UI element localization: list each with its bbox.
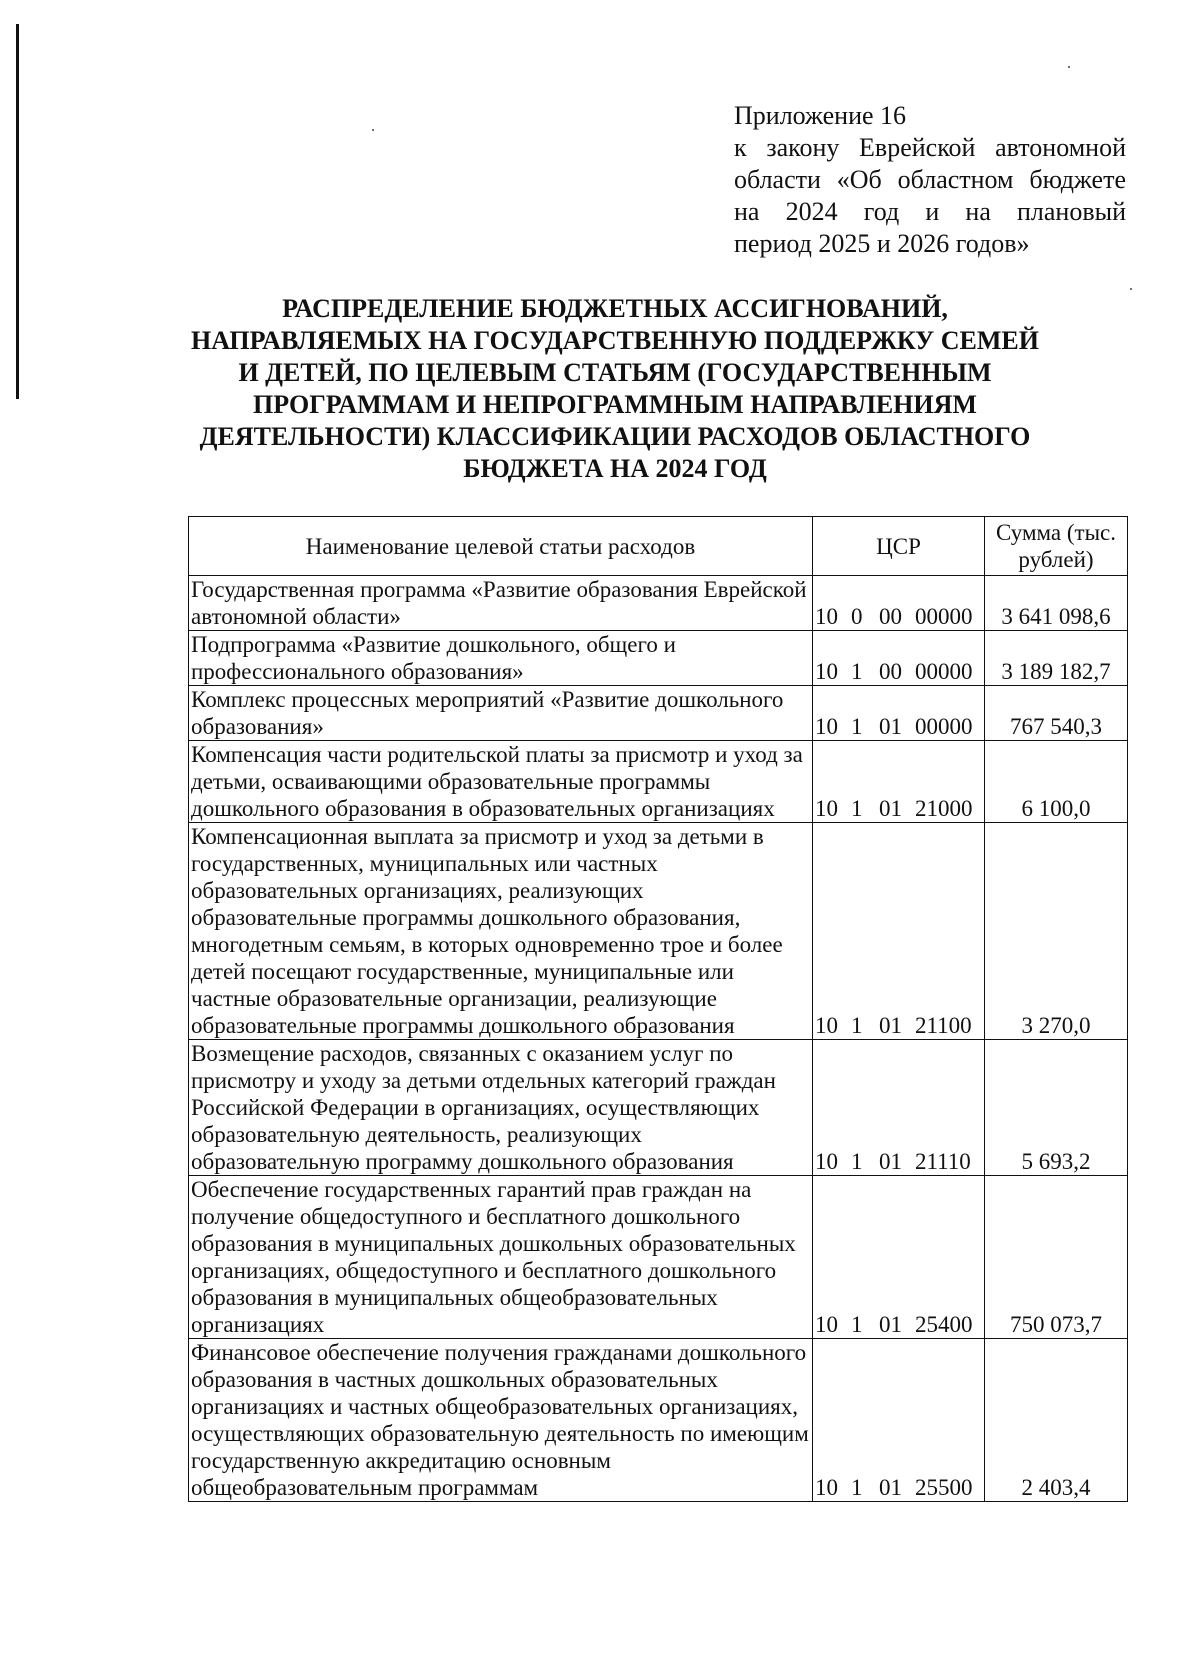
appendix-law-line: к закону Еврейской автономной [734, 133, 1126, 162]
csr-code-part: 10 [815, 1013, 838, 1038]
table-row [189, 1176, 1128, 1339]
csr-code-part: 00 [879, 604, 902, 629]
title-line: РАСПРЕДЕЛЕНИЕ БЮДЖЕТНЫХ АССИГНОВАНИЙ, [282, 294, 948, 323]
row-name: Финансовое обеспечение получения гражданами дошкольного образования в частных дошкольных образовательных организациях и частных общеобразовательных организациях, осуществляющих образовательную деятельность по имеющим государственную аккредитацию основным общеобразовательным программам [189, 1339, 813, 1502]
row-name: Государственная программа «Развитие образования Еврейской автономной области» [189, 576, 813, 631]
csr-code-part: 21110 [915, 1149, 971, 1174]
csr-code-part: 01 [879, 1013, 902, 1038]
row-sum: 767 540,3 [985, 686, 1128, 741]
csr-code-part: 21100 [915, 1013, 972, 1038]
csr-code-part: 10 [815, 659, 838, 684]
csr-code-part: 10 [815, 1149, 838, 1174]
csr-code-part: 01 [879, 1312, 902, 1337]
csr-code-part: 00000 [915, 714, 973, 739]
row-name: Компенсация части родительской платы за присмотр и уход за детьми, осваивающими образовательные программы дошкольного образования в образовательных организациях [189, 741, 813, 823]
table-header-row [189, 517, 1128, 576]
title-line: И ДЕТЕЙ, ПО ЦЕЛЕВЫМ СТАТЬЯМ (ГОСУДАРСТВЕННЫМ [238, 358, 992, 387]
row-csr-code [813, 686, 985, 741]
row-sum: 750 073,7 [985, 1176, 1128, 1339]
table-row [189, 576, 1128, 631]
csr-code-part: 1 [851, 659, 863, 684]
csr-code-part: 10 [815, 1475, 838, 1500]
row-sum: 2 403,4 [985, 1339, 1128, 1502]
row-name: Подпрограмма «Развитие дошкольного, общего и профессионального образования» [189, 631, 813, 686]
table-row [189, 686, 1128, 741]
scan-speck [1068, 66, 1070, 68]
table-row [189, 1040, 1128, 1176]
csr-code-part: 1 [851, 1475, 863, 1500]
csr-code-part: 10 [815, 796, 838, 821]
header-csr: ЦСР [813, 517, 985, 576]
row-sum: 6 100,0 [985, 741, 1128, 823]
row-name: Обеспечение государственных гарантий прав граждан на получение общедоступного и бесплатного дошкольного образования в муниципальных дошкольных образовательных организациях, общедоступного и бесплатного дошкольного образования в муниципальных общеобразовательных организациях [189, 1176, 813, 1339]
row-csr-code [813, 741, 985, 823]
title-line: БЮДЖЕТА НА 2024 ГОД [463, 454, 767, 483]
table-row [189, 1339, 1128, 1502]
row-name: Компенсационная выплата за присмотр и уход за детьми в государственных, муниципальных или частных образовательных организациях, реализующих образовательные программы дошкольного образования, многодетным семьям, в которых одновременно трое и более детей посещают государственные, муниципальные или частные образовательные организации, реализующие образовательные программы дошкольного образования [189, 823, 813, 1040]
row-csr-code [813, 1040, 985, 1176]
row-sum: 3 189 182,7 [985, 631, 1128, 686]
table-row [189, 741, 1128, 823]
title-line: ПРОГРАММАМ И НЕПРОГРАММНЫМ НАПРАВЛЕНИЯМ [253, 390, 977, 419]
csr-code-part: 01 [879, 1475, 902, 1500]
csr-code-part: 00000 [915, 659, 973, 684]
table-row [189, 823, 1128, 1040]
budget-table [188, 516, 1128, 1502]
row-sum: 5 693,2 [985, 1040, 1128, 1176]
appendix-note [734, 100, 1126, 260]
csr-code-part: 1 [851, 1149, 863, 1174]
row-sum: 3 641 098,6 [985, 576, 1128, 631]
csr-code-part: 00 [879, 659, 902, 684]
row-csr-code [813, 576, 985, 631]
csr-code-part: 1 [851, 1312, 863, 1337]
row-sum: 3 270,0 [985, 823, 1128, 1040]
scan-speck [372, 129, 374, 131]
row-csr-code [813, 1339, 985, 1502]
scan-margin-line [16, 24, 19, 399]
csr-code-part: 1 [851, 714, 863, 739]
title-line: ДЕЯТЕЛЬНОСТИ) КЛАССИФИКАЦИИ РАСХОДОВ ОБЛАСТНОГО [199, 422, 1031, 451]
csr-code-part: 01 [879, 1149, 902, 1174]
appendix-law-line: на 2024 год и на плановый [734, 197, 1126, 226]
row-csr-code [813, 1176, 985, 1339]
appendix-law-line: области «Об областном бюджете [734, 165, 1126, 194]
appendix-law-line: период 2025 и 2026 годов» [734, 229, 1030, 258]
appendix-number: Приложение 16 [734, 101, 907, 130]
csr-code-part: 1 [851, 1013, 863, 1038]
row-csr-code [813, 823, 985, 1040]
row-csr-code [813, 631, 985, 686]
csr-code-part: 00000 [915, 604, 973, 629]
row-name: Комплекс процессных мероприятий «Развитие дошкольного образования» [189, 686, 813, 741]
document-title [150, 293, 1080, 485]
csr-code-part: 10 [815, 714, 838, 739]
csr-code-part: 1 [851, 796, 863, 821]
csr-code-part: 21000 [915, 796, 973, 821]
row-name: Возмещение расходов, связанных с оказанием услуг по присмотру и уходу за детьми отдельных категорий граждан Российской Федерации в организациях, осуществляющих образовательную деятельность, реализующих образовательную программу дошкольного образования [189, 1040, 813, 1176]
title-line: НАПРАВЛЯЕМЫХ НА ГОСУДАРСТВЕННУЮ ПОДДЕРЖКУ СЕМЕЙ [191, 326, 1039, 355]
csr-code-part: 10 [815, 604, 838, 629]
csr-code-part: 25500 [915, 1475, 973, 1500]
csr-code-part: 25400 [915, 1312, 973, 1337]
scan-speck [1130, 288, 1132, 290]
csr-code-part: 01 [879, 714, 902, 739]
header-name: Наименование целевой статьи расходов [189, 517, 813, 576]
header-sum: Сумма (тыс. рублей) [985, 517, 1128, 576]
csr-code-part: 0 [851, 604, 863, 629]
csr-code-part: 10 [815, 1312, 838, 1337]
table-row [189, 631, 1128, 686]
csr-code-part: 01 [879, 796, 902, 821]
